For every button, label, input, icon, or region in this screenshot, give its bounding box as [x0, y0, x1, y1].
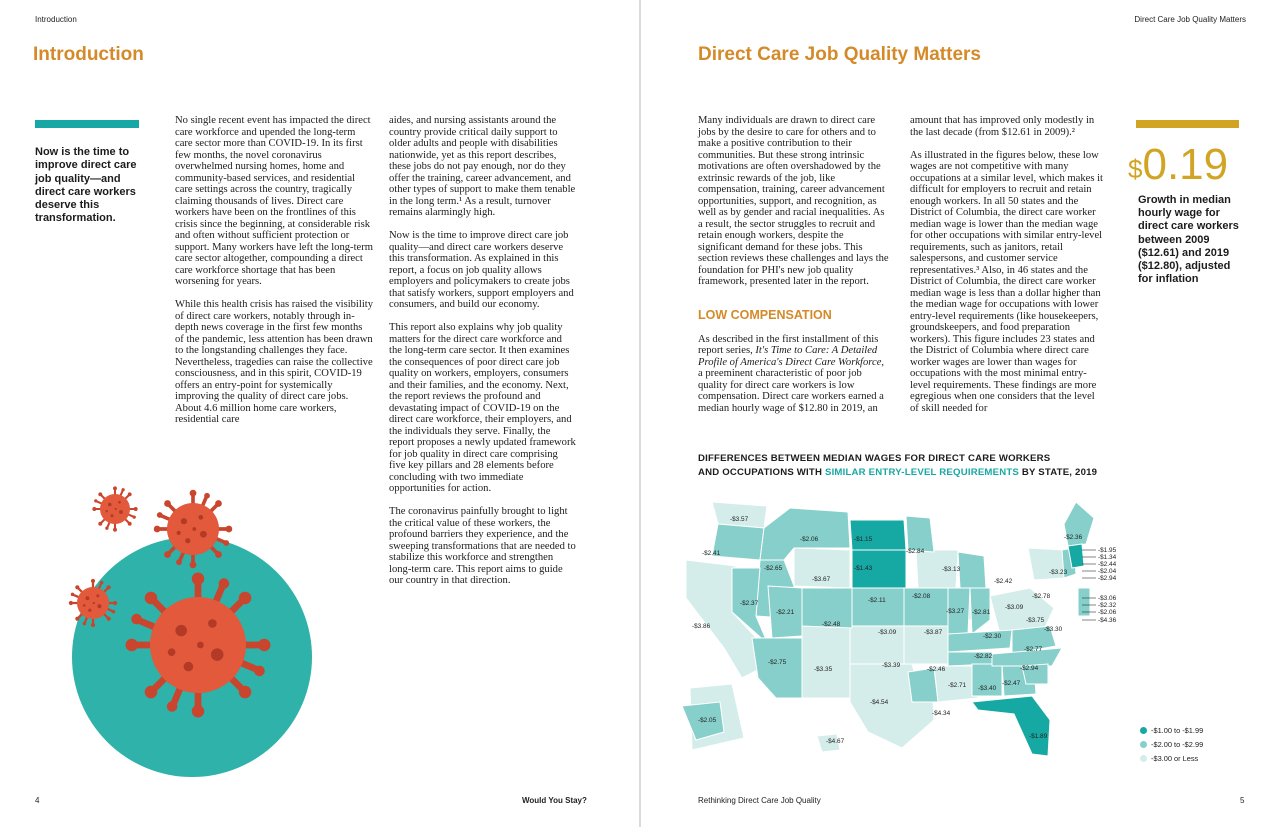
- paragraph: aides, and nursing assistants around the country provide critical daily support to older adults and people with disabilities nationwide, yet as this report describes, these jobs do not pay enough, nor do they offer the training, career advancement, and other types of support to make them tenable in the long term.¹ As a result, turnover remains alarmingly high.: [389, 115, 576, 218]
- map-legend: [1140, 723, 1203, 765]
- map-value-label: -$4.67: [826, 738, 845, 745]
- map-value-label: -$3.13: [942, 566, 961, 573]
- virus-icon: [154, 490, 233, 569]
- map-callout-label: -$2.44: [1098, 561, 1117, 568]
- map-value-label: -$3.40: [978, 685, 997, 692]
- map-value-label: -$2.47: [1002, 680, 1021, 687]
- map-callout-label: -$1.95: [1098, 547, 1117, 554]
- running-head: Direct Care Job Quality Matters: [1134, 15, 1246, 24]
- paragraph: As described in the first installment of this report series, It's Time to Care: A Detailed Profile of America's Direct Care Workforce, a preeminent characteristic of poor job quality for direct care workers is low compensation. Direct care workers earned a median hourly wage of $12.80 in 2019, an: [698, 333, 885, 414]
- legend-item: -$1.00 to -$1.99: [1140, 723, 1203, 737]
- footer-title: Rethinking Direct Care Job Quality: [698, 796, 821, 805]
- map-value-label: -$2.71: [948, 682, 967, 689]
- map-value-label: -$2.08: [912, 593, 931, 600]
- map-callout-label: -$1.34: [1098, 554, 1117, 561]
- map-value-label: -$4.54: [870, 699, 889, 706]
- page-gutter: [639, 0, 641, 827]
- map-value-label: -$3.09: [1005, 604, 1024, 611]
- map-value-label: -$2.42: [994, 578, 1013, 585]
- pullquote: Now is the time to improve direct care job quality—and direct care workers deserve this transformation.: [35, 146, 137, 225]
- paragraph: No single recent event has impacted the direct care workforce and upended the long-term care sector more than COVID-19. In its first few months, the novel coronavirus overwhelmed nursing homes, home and community-based services, and residential care settings across the country, tragically claiming thousands of lives. Direct care workers have been on the frontlines of this crisis since the beginning, at considerable risk and often without sufficient protection or support. Many workers have left the long-term care sector altogether, compounding a direct care workforce shortage that has been worsening for years.: [175, 115, 373, 287]
- map-value-label: -$2.41: [702, 550, 721, 557]
- section-title: Introduction: [33, 44, 144, 65]
- map-value-label: -$2.78: [1032, 593, 1051, 600]
- map-value-label: -$2.84: [906, 548, 925, 555]
- stat-value: $0.19: [1128, 140, 1229, 189]
- coronavirus-illustration: [60, 485, 390, 785]
- legend-swatch: [1140, 741, 1147, 748]
- map-value-label: -$2.37: [740, 600, 759, 607]
- map-value-label: -$3.86: [692, 623, 711, 630]
- map-value-label: -$2.82: [974, 653, 993, 660]
- map-value-label: -$3.23: [1049, 569, 1068, 576]
- map-value-label: -$3.30: [1044, 626, 1063, 633]
- legend-swatch: [1140, 755, 1147, 762]
- map-callout-label: -$2.04: [1098, 568, 1117, 575]
- map-callout-label: -$2.94: [1098, 575, 1117, 582]
- map-value-label: -$2.81: [972, 609, 991, 616]
- map-value-label: -$2.06: [800, 536, 819, 543]
- map-callout-label: -$2.32: [1098, 602, 1117, 609]
- map-value-label: -$2.05: [698, 717, 717, 724]
- paragraph: The coronavirus painfully brought to light the critical value of these workers, the profound barriers they experience, and the sweeping transformations that are needed to stabilize this workforce and strengthen long-term care. This report aims to guide our country in that direction.: [389, 506, 576, 586]
- body-column-2: [389, 115, 576, 598]
- page-number: 4: [35, 796, 40, 805]
- map-value-label: -$2.36: [1064, 534, 1083, 541]
- map-callout-label: -$3.06: [1098, 595, 1117, 602]
- subheading-low-compensation: LOW COMPENSATION: [698, 307, 832, 322]
- map-value-label: -$4.34: [932, 710, 951, 717]
- map-value-label: -$2.77: [1024, 646, 1043, 653]
- map-value-label: -$1.89: [1029, 733, 1048, 740]
- legend-item: -$2.00 to -$2.99: [1140, 737, 1203, 751]
- map-value-label: -$3.87: [924, 629, 943, 636]
- map-value-label: -$1.15: [854, 536, 873, 543]
- legend-item: -$3.00 or Less: [1140, 751, 1203, 765]
- body-column-1: [175, 115, 373, 437]
- map-value-label: -$2.65: [764, 565, 783, 572]
- body-column-2: [910, 115, 1106, 426]
- paragraph: amount that has improved only modestly in the last decade (from $12.61 in 2009).²: [910, 115, 1095, 138]
- virus-icon: [92, 486, 137, 531]
- paragraph: Now is the time to improve direct care job quality—and direct care workers deserve this transformation. As explained in this report, a focus on job quality allows employers and policymakers to create jobs that satisfy workers, support employers and consumers, and build our economy.: [389, 230, 574, 310]
- paragraph: As illustrated in the figures below, these low wages are not competitive with many occupations at a similar level, which makes it difficult for employers to recruit and retain enough workers. In all 50 states and the District of Columbia, the direct care worker median wage is lower than the median wage for other occupations with similar entry-level requirements, such as janitors, retail salespersons, and customer service representatives.³ Also, in 46 states and the District of Columbia, the direct care worker median wage is less than a dollar higher than the median wage for occupations with lower entry-level requirements (like housekeepers, groundskeepers, and food preparation workers). This figure includes 23 states and the District of Columbia where direct care worker wages are lower than wages for occupations with the most minimal entry-level requirements. These findings are more egregious when one considers that the level of skill needed for: [910, 149, 1103, 414]
- virus-icon: [69, 579, 117, 627]
- footer-title: Would You Stay?: [522, 796, 587, 805]
- body-column-1: [698, 115, 890, 426]
- map-value-label: -$2.21: [776, 609, 795, 616]
- section-title: Direct Care Job Quality Matters: [698, 44, 981, 65]
- pullquote-accent-bar: [35, 120, 139, 128]
- paragraph: Many individuals are drawn to direct care jobs by the desire to care for others and to make a positive contribution to their communities. But these strong intrinsic motivations are often overshadowed by the extrinsic rewards of the job, like compensation, training, career advancement opportunities, support, and recognition, as well as by gender and racial inequalities. As a result, the sector struggles to recruit and retain enough workers, despite the significant demand for these jobs. This section reviews these challenges and lays the foundation for PHI's new job quality framework, presented later in the report.: [698, 115, 889, 287]
- map-value-label: -$2.75: [768, 659, 787, 666]
- map-value-label: -$3.09: [878, 629, 897, 636]
- map-value-label: -$2.11: [868, 597, 886, 604]
- stat-accent-bar: [1136, 120, 1239, 128]
- us-wage-map: [672, 488, 1132, 768]
- map-callout-label: -$4.36: [1098, 617, 1117, 624]
- map-value-label: -$3.67: [812, 576, 831, 583]
- paragraph: While this health crisis has raised the visibility of direct care workers, notably through in-depth news coverage in the first few months of the pandemic, less attention has been drawn to the longstanding challenges they face. Nevertheless, tragedies can raise the collective consciousness, and in this spirit, COVID-19 offers an entry-point for systemically improving the quality of direct care jobs. About 4.6 million home care workers, residential care: [175, 299, 374, 425]
- virus-icon: [126, 573, 271, 718]
- map-value-label: -$3.39: [882, 662, 901, 669]
- stat-caption: Growth in median hourly wage for direct care workers between 2009 ($12.61) and 2019 ($12.80), adjusted for inflation: [1138, 194, 1239, 286]
- left-page: [0, 0, 639, 827]
- map-value-label: -$3.57: [730, 516, 749, 523]
- map-value-label: -$3.27: [946, 608, 965, 615]
- page-number: 5: [1240, 796, 1245, 805]
- map-title: DIFFERENCES BETWEEN MEDIAN WAGES FOR DIRECT CARE WORKERS AND OCCUPATIONS WITH SIMILAR ENTRY-LEVEL REQUIREMENTS BY STATE, 2019: [698, 453, 1098, 478]
- map-value-label: -$2.30: [983, 633, 1002, 640]
- map-value-label: -$1.43: [854, 565, 873, 572]
- map-value-label: -$2.94: [1020, 665, 1039, 672]
- running-head: Introduction: [35, 15, 77, 24]
- legend-swatch: [1140, 727, 1147, 734]
- map-callout-label: -$2.06: [1098, 609, 1117, 616]
- map-value-label: -$3.75: [1026, 617, 1045, 624]
- map-value-label: -$2.46: [927, 666, 946, 673]
- map-value-label: -$2.48: [822, 621, 841, 628]
- report-title-link: It's Time to Care: A Detailed Profile of America's Direct Care Workforce,: [698, 345, 885, 368]
- paragraph: This report also explains why job quality matters for the direct care workforce and the long-term care sector. It then examines the consequences of poor direct care job quality on workers, employers, consumers and their families, and the economy. Next, the report reviews the profound and devastating impact of COVID-19 on the direct care workforce, their employers, and the individuals they serve. Finally, the report proposes a newly updated framework for job quality in direct care comprising five key pillars and 28 elements before concluding with two immediate opportunities for action.: [389, 322, 576, 494]
- map-value-label: -$3.35: [814, 666, 833, 673]
